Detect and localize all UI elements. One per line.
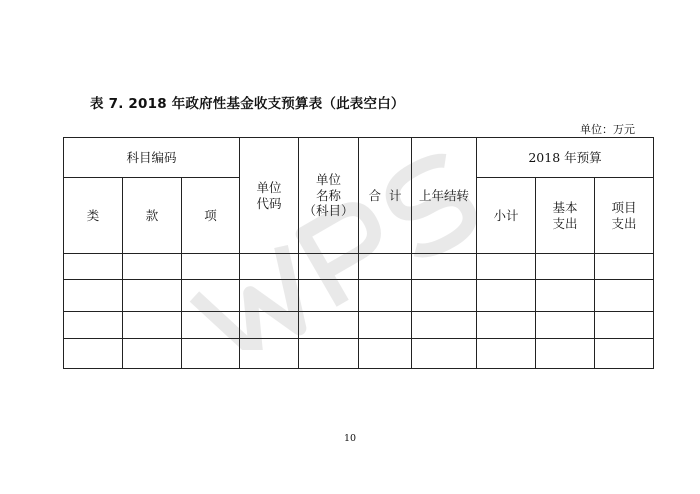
- table-row: [64, 280, 654, 312]
- table-cell: [412, 254, 477, 280]
- table-cell: [595, 280, 654, 312]
- table-cell: [64, 312, 123, 339]
- header-unit-name: [299, 138, 359, 254]
- header-project-line1: 项目: [611, 199, 637, 215]
- table-cell: [299, 339, 359, 369]
- table-cell: [240, 312, 299, 339]
- table-cell: [240, 254, 299, 280]
- header-unit-code-line1: 单位: [256, 179, 282, 195]
- header-unit-code: [240, 138, 299, 254]
- table-cell: [477, 254, 536, 280]
- table-cell: [477, 312, 536, 339]
- table-cell: [240, 280, 299, 312]
- table-cell: [595, 312, 654, 339]
- table-cell: [595, 339, 654, 369]
- header-section: 款: [123, 178, 182, 254]
- table-row: [64, 254, 654, 280]
- header-carryover: 上年结转: [412, 138, 477, 254]
- table-cell: [123, 312, 182, 339]
- table-cell: [64, 339, 123, 369]
- unit-label: 单位：万元: [580, 123, 635, 136]
- table-cell: [359, 339, 412, 369]
- table-cell: [64, 280, 123, 312]
- header-basic-line1: 基本: [552, 199, 578, 215]
- header-project-expenditure: [595, 178, 654, 254]
- table-cell: [64, 254, 123, 280]
- header-category: 类: [64, 178, 123, 254]
- table-cell: [412, 312, 477, 339]
- header-basic-expenditure: [536, 178, 595, 254]
- table-cell: [477, 339, 536, 369]
- table-cell: [240, 339, 299, 369]
- header-total: 合 计: [359, 138, 412, 254]
- fund-budget-table: [63, 137, 654, 369]
- header-project-line2: 支出: [611, 215, 637, 231]
- table-cell: [412, 339, 477, 369]
- table-cell: [359, 312, 412, 339]
- table-cell: [536, 312, 595, 339]
- table-cell: [359, 280, 412, 312]
- header-subtotal: 小计: [477, 178, 536, 254]
- table-cell: [595, 254, 654, 280]
- table-cell: [123, 339, 182, 369]
- table-cell: [182, 339, 240, 369]
- header-unit-name-line3: （科目）: [303, 203, 354, 219]
- header-budget-2018: 2018 年预算: [477, 138, 654, 178]
- table-cell: [299, 280, 359, 312]
- table-cell: [412, 280, 477, 312]
- table-cell: [536, 339, 595, 369]
- table-cell: [536, 280, 595, 312]
- table-cell: [359, 254, 412, 280]
- header-subject-code: 科目编码: [64, 138, 240, 178]
- table-cell: [299, 312, 359, 339]
- table-cell: [123, 280, 182, 312]
- table-cell: [123, 254, 182, 280]
- header-unit-code-line2: 代码: [256, 195, 282, 211]
- header-basic-line2: 支出: [552, 215, 578, 231]
- header-unit-name-line1: 单位: [316, 172, 342, 188]
- table-cell: [536, 254, 595, 280]
- header-unit-name-line2: 名称: [316, 187, 342, 203]
- table-row: [64, 312, 654, 339]
- page-number: 10: [343, 433, 357, 444]
- table-cell: [477, 280, 536, 312]
- table-cell: [182, 312, 240, 339]
- table-cell: [182, 280, 240, 312]
- table-row: [64, 339, 654, 369]
- table-title: 表 7. 2018 年政府性基金收支预算表（此表空白）: [90, 96, 405, 112]
- header-item: 项: [182, 178, 240, 254]
- table-cell: [299, 254, 359, 280]
- table-cell: [182, 254, 240, 280]
